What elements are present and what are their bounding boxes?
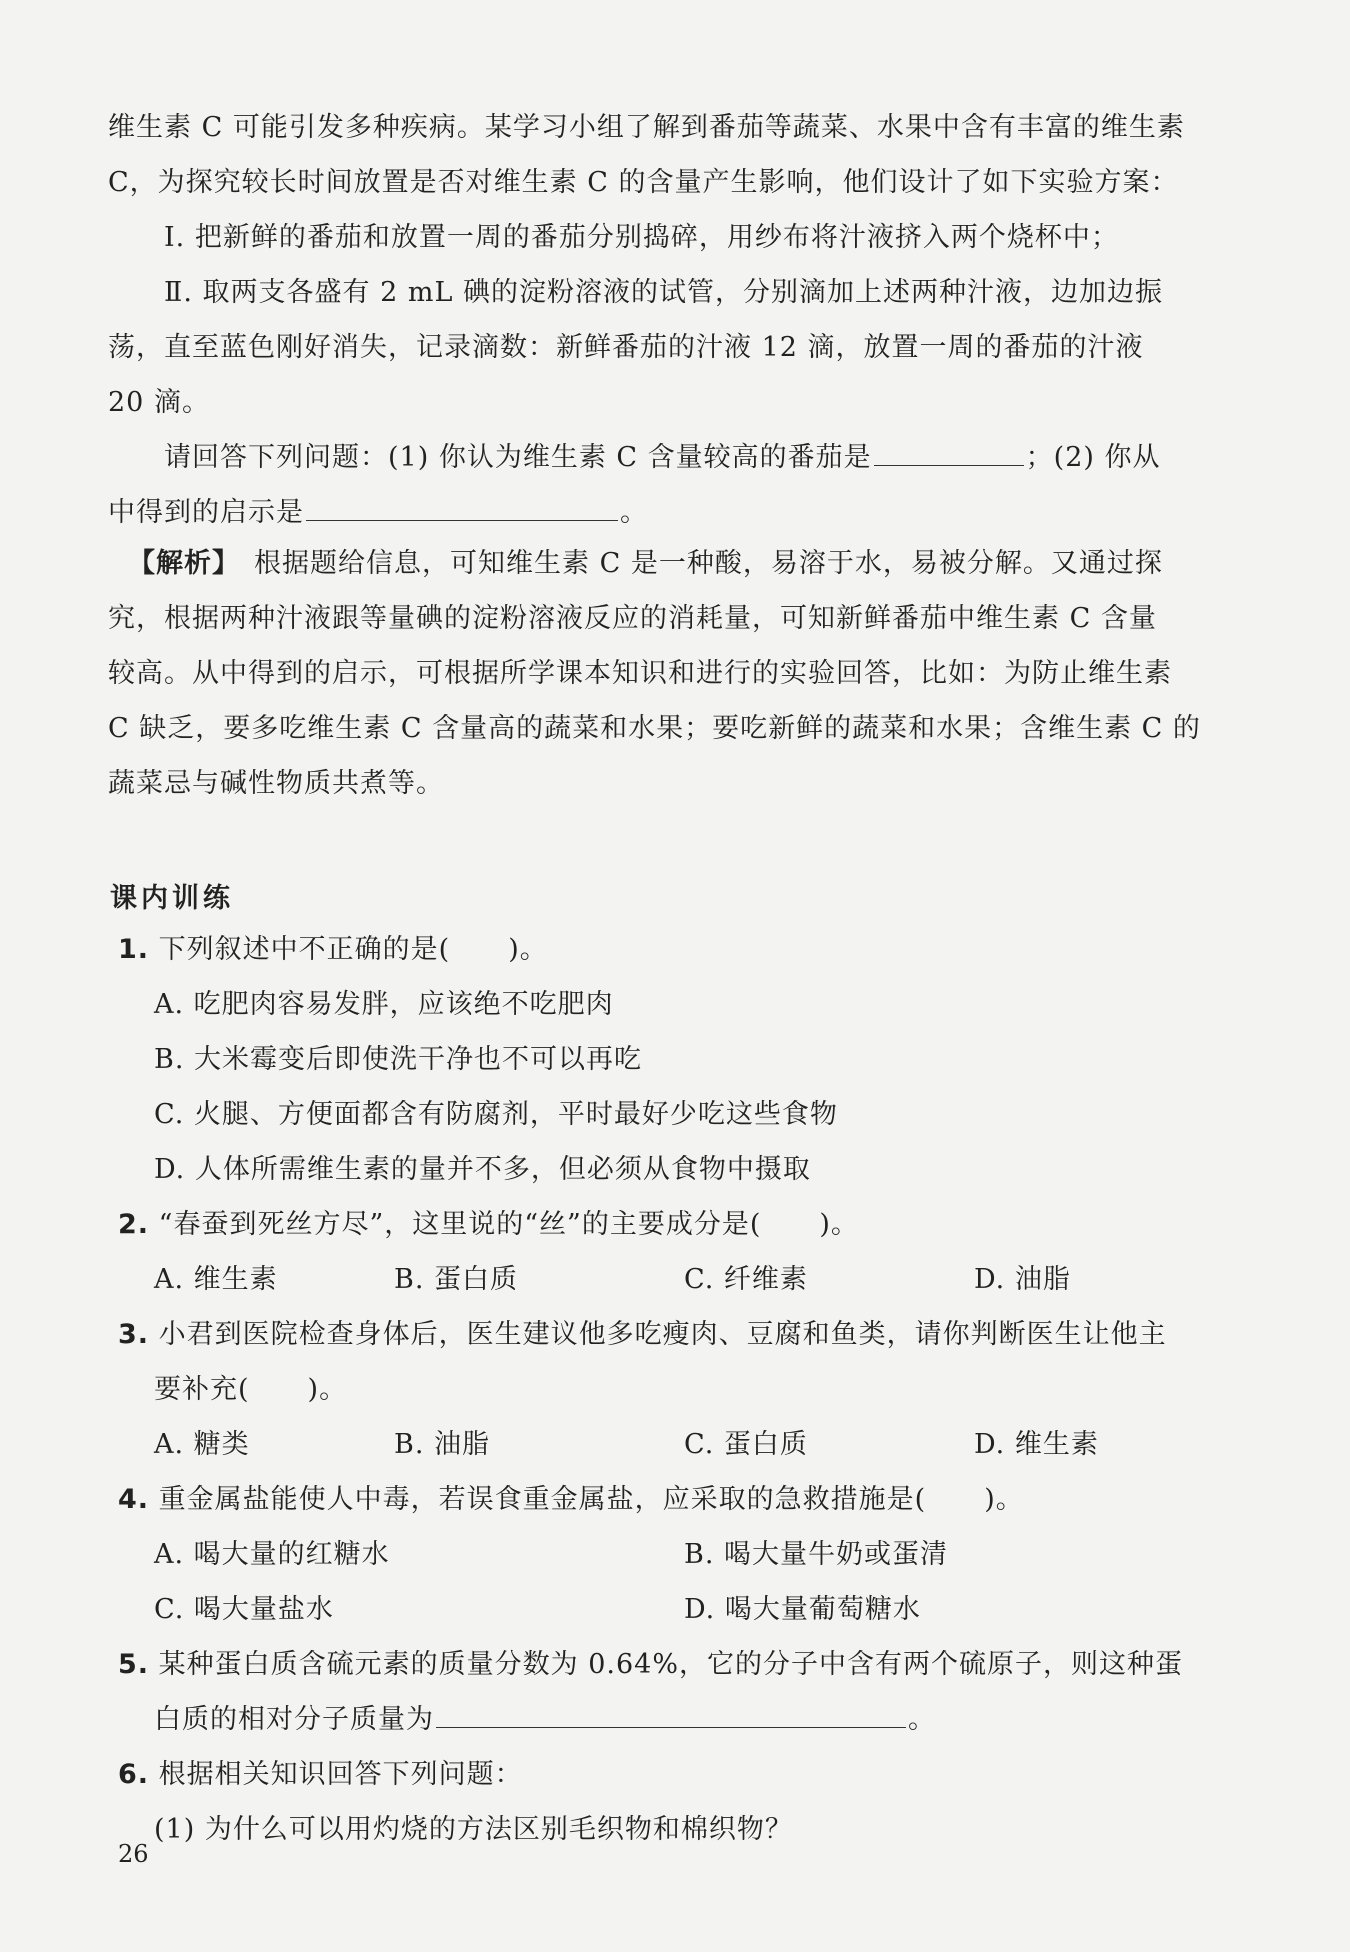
question-6: 6. 根据相关知识回答下列问题： [118,1759,523,1790]
answer-blank-2[interactable] [306,486,618,521]
example-question-cont: 中得到的启示是 。 [108,485,1254,540]
section-title: 课内训练 [110,883,234,914]
experiment-step-2-end: 20 滴。 [108,387,210,418]
analysis-line-2: 究，根据两种汁液跟等量碘的淀粉溶液反应的消耗量，可知新鲜番茄中维生素 C 含量 [108,603,1157,634]
q4-option-b[interactable]: B. 喝大量牛奶或蛋清 [684,1539,949,1570]
answer-blank-5[interactable] [436,1693,906,1728]
question-1: 1. 下列叙述中不正确的是( )。 [118,934,548,965]
q1-option-c[interactable]: C. 火腿、方便面都含有防腐剂，平时最好少吃这些食物 [154,1099,838,1130]
analysis-line-1: 根据题给信息，可知维生素 C 是一种酸，易溶于水，易被分解。又通过探 [254,548,1163,579]
question-2: 2. “春蚕到死丝方尽”，这里说的“丝”的主要成分是( )。 [118,1209,859,1240]
question-3-cont: 要补充( )。 [154,1374,348,1405]
q1-option-a[interactable]: A. 吃肥肉容易发胖，应该绝不吃肥肉 [154,989,614,1020]
intro-line-2: C，为探究较长时间放置是否对维生素 C 的含量产生影响，他们设计了如下实验方案： [108,167,1179,198]
analysis-line-4: C 缺乏，要多吃维生素 C 含量高的蔬菜和水果；要吃新鲜的蔬菜和水果；含维生素 C 的 [108,713,1201,744]
q1-option-d[interactable]: D. 人体所需维生素的量并不多，但必须从食物中摄取 [154,1154,811,1185]
intro-paragraph [108,100,1254,540]
q2-option-d[interactable]: D. 油脂 [974,1264,1071,1295]
experiment-step-2: Ⅱ. 取两支各盛有 2 mL 碘的淀粉溶液的试管，分别滴加上述两种汁液，边加边振 [164,277,1163,308]
example-question: 请回答下列问题：(1) 你认为维生素 C 含量较高的番茄是 ；(2) 你从 [108,430,1254,485]
q3-option-c[interactable]: C. 蛋白质 [684,1429,808,1460]
analysis-paragraph [108,536,1254,811]
experiment-step-2-cont: 荡，直至蓝色刚好消失，记录滴数：新鲜番茄的汁液 12 滴，放置一周的番茄的汁液 [108,332,1144,363]
q4-option-d[interactable]: D. 喝大量葡萄糖水 [684,1594,921,1625]
q2-option-c[interactable]: C. 纤维素 [684,1264,808,1295]
experiment-step-1: Ⅰ. 把新鲜的番茄和放置一周的番茄分别捣碎，用纱布将汁液挤入两个烧杯中； [164,222,1119,253]
q3-option-d[interactable]: D. 维生素 [974,1429,1099,1460]
question-4: 4. 重金属盐能使人中毒，若误食重金属盐，应采取的急救措施是( )。 [118,1484,1024,1515]
analysis-line-3: 较高。从中得到的启示，可根据所学课本知识和进行的实验回答，比如：为防止维生素 [108,658,1172,689]
q4-option-a[interactable]: A. 喝大量的红糖水 [154,1539,390,1570]
analysis-label: 【解析】 [128,548,240,579]
q4-option-c[interactable]: C. 喝大量盐水 [154,1594,334,1625]
q2-option-a[interactable]: A. 维生素 [154,1264,278,1295]
question-3: 3. 小君到医院检查身体后，医生建议他多吃瘦肉、豆腐和鱼类，请你判断医生让他主 [118,1319,1167,1350]
question-5: 5. 某种蛋白质含硫元素的质量分数为 0.64%，它的分子中含有两个硫原子，则这种蛋 [118,1649,1183,1680]
intro-line-1: 维生素 C 可能引发多种疾病。某学习小组了解到番茄等蔬菜、水果中含有丰富的维生素 [108,112,1185,143]
q1-option-b[interactable]: B. 大米霉变后即使洗干净也不可以再吃 [154,1044,643,1075]
page-number: 26 [118,1840,149,1868]
q3-option-b[interactable]: B. 油脂 [394,1429,491,1460]
analysis-line-5: 蔬菜忌与碱性物质共煮等。 [108,768,444,799]
q3-option-a[interactable]: A. 糖类 [154,1429,250,1460]
q2-option-b[interactable]: B. 蛋白质 [394,1264,519,1295]
answer-blank-1[interactable] [874,431,1024,466]
question-6-sub-1: (1) 为什么可以用灼烧的方法区别毛织物和棉织物？ [154,1814,793,1845]
question-5-cont: 白质的相对分子质量为 。 [154,1692,936,1747]
